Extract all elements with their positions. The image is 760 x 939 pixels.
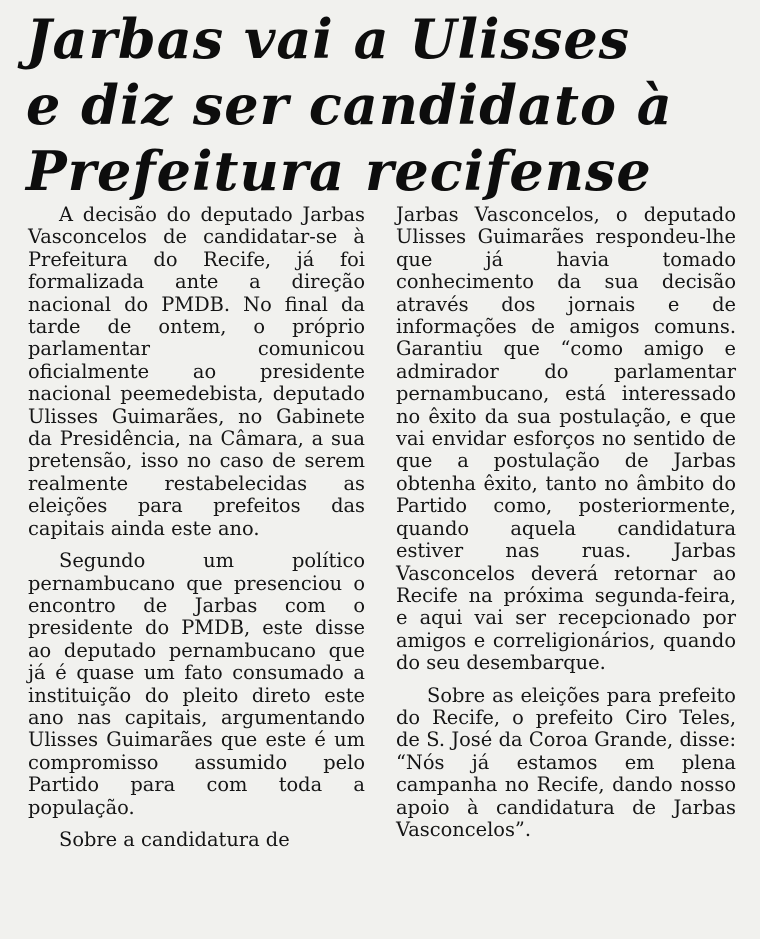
paragraph-4: Sobre as eleições para prefeito do Recife, o prefeito Ciro Teles, de S. José da Coroa Grande, disse: “Nós já estamos em plena campanha no Recife, dando nosso apoio à candidatura de Jarbas Vasconcelos”. bbox=[396, 683, 736, 841]
paragraph-3-continued: Jarbas Vasconcelos, o deputado Ulisses Guimarães respondeu-lhe que já havia tomado conhecimento da sua decisão através dos jornais e de informações de amigos comuns. Garantiu que “como amigo e admirador do parlamentar pernambucano, está interessado no êxito da sua postulação, e que vai envidar esforços no sentido de que a postulação de Jarbas obtenha êxito, tanto no âmbito do Partido como, posteriormente, quando aquela candidatura estiver nas ruas. Jarbas Vasconcelos deverá retornar ao Recife na próxima segunda-feira, e aqui vai ser recepcionado por amigos e correligionários, quando do seu desembarque. bbox=[396, 203, 736, 675]
headline-line-1: Jarbas vai a Ulisses bbox=[26, 7, 631, 71]
paragraph-3-start: Sobre a candidatura de bbox=[59, 827, 290, 851]
paragraph-2: Segundo um político pernambucano que presenciou o encontro de Jarbas com o presidente do PMDB, este disse ao deputado pernambucano que já é quase um fato consumado a instituição do pleito direto este ano nas capitais, argumentando Ulisses Guimarães que este é um compromisso assumido pelo Partido para com toda a população. bbox=[28, 549, 365, 819]
headline-line-3: Prefeitura recifense bbox=[26, 139, 652, 203]
article-column-left bbox=[28, 204, 365, 851]
paragraph-1: A decisão do deputado Jarbas Vasconcelos de candidatar-se à Prefeitura do Recife, já foi formalizada ante a direção nacional do PMDB. No final da tarde de ontem, o próprio parlamentar comunicou oficialmente ao presidente nacional peemedebista, deputado Ulisses Guimarães, no Gabinete da Presidência, na Câmara, a sua pretensão, isso no caso de serem realmente restabelecidas as eleições para prefeitos das capitais ainda este ano. bbox=[28, 203, 365, 540]
headline bbox=[26, 6, 746, 204]
article-column-right bbox=[396, 204, 736, 841]
headline-line-2: e diz ser candidato à bbox=[26, 73, 673, 137]
